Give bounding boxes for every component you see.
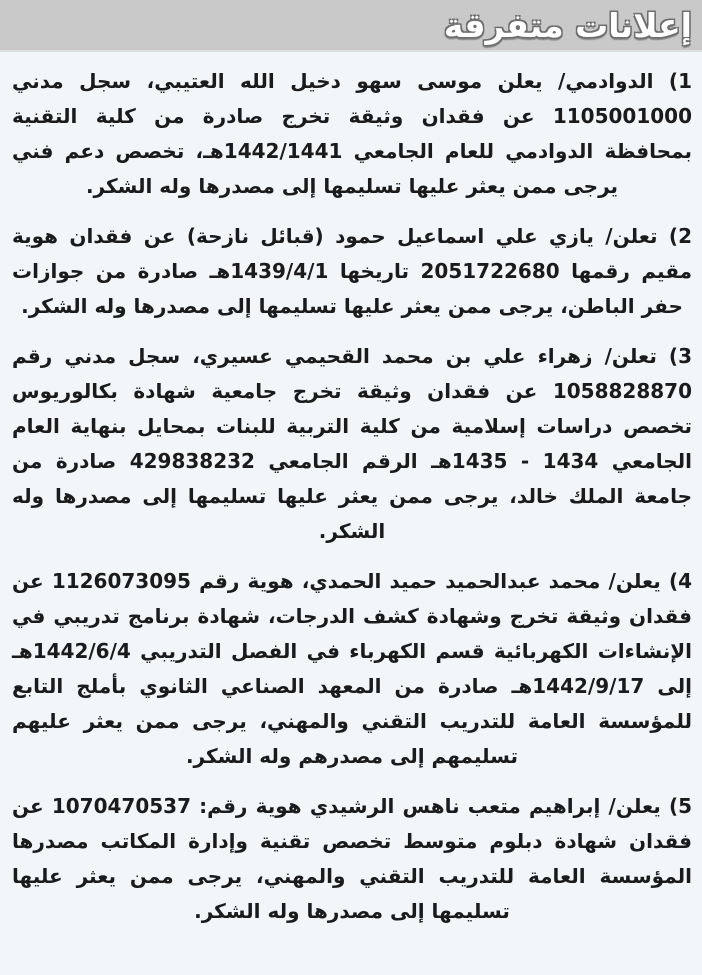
announcements-list: [0, 52, 702, 950]
announcement-2: 2) تعلن/ يازي علي اسماعيل حمود (قبائل نازحة) عن فقدان هوية مقيم رقمها 2051722680 تاريخها 1439/4/1هـ صادرة من جوازات حفر الباطن، يرجى ممن يعثر عليها تسليمها إلى مصدرها وله الشكر.: [12, 224, 692, 318]
announcement-4: 4) يعلن/ محمد عبدالحميد حميد الحمدي، هوية رقم 1126073095 عن فقدان وثيقة تخرج وشهادة كشف الدرجات، شهادة برنامج تدريبي في الإنشاءات الكهربائية قسم الكهرباء في الفصل التدريبي 1442/6/4هـ إلى 1442/9/17هـ صادرة من المعهد الصناعي الثانوي بأملج التابع للمؤسسة العامة للتدريب التقني والمهني، يرجى ممن يعثر عليهم تسليمهم إلى مصدرهم وله الشكر.: [12, 569, 693, 768]
announcement-1: 1) الدوادمي/ يعلن موسى سهو دخيل الله العتيبي، سجل مدني 1105001000 عن فقدان وثيقة تخرج صادرة من كلية التقنية بمحافظة الدوادمي للعام الجامعي 1442/1441هـ، تخصص دعم فني يرجى ممن يعثر عليها تسليمها إلى مصدرها وله الشكر.: [12, 69, 692, 198]
announcement-3: 3) تعلن/ زهراء علي بن محمد القحيمي عسيري، سجل مدني رقم 1058828870 عن فقدان وثيقة تخرج جامعية شهادة بكالوريوس تخصص دراسات إسلامية من كلية التربية للبنات بمحايل بنهاية العام الجامعي 1434 - 1435هـ الرقم الجامعي 429838232 صادرة من جامعة الملك خالد، يرجى ممن يعثر عليها تسليمها إلى مصدرها وله الشكر.: [12, 344, 692, 543]
section-header: [0, 0, 702, 52]
announcement-5: 5) يعلن/ إبراهيم متعب ناهس الرشيدي هوية رقم: 1070470537 عن فقدان شهادة دبلوم متوسط تخصص تقنية وإدارة المكاتب مصدرها المؤسسة العامة للتدريب التقني والمهني، يرجى ممن يعثر عليها تسليمها إلى مصدرها وله الشكر.: [12, 794, 693, 923]
section-title: إعلانات متفرقة: [443, 5, 692, 45]
